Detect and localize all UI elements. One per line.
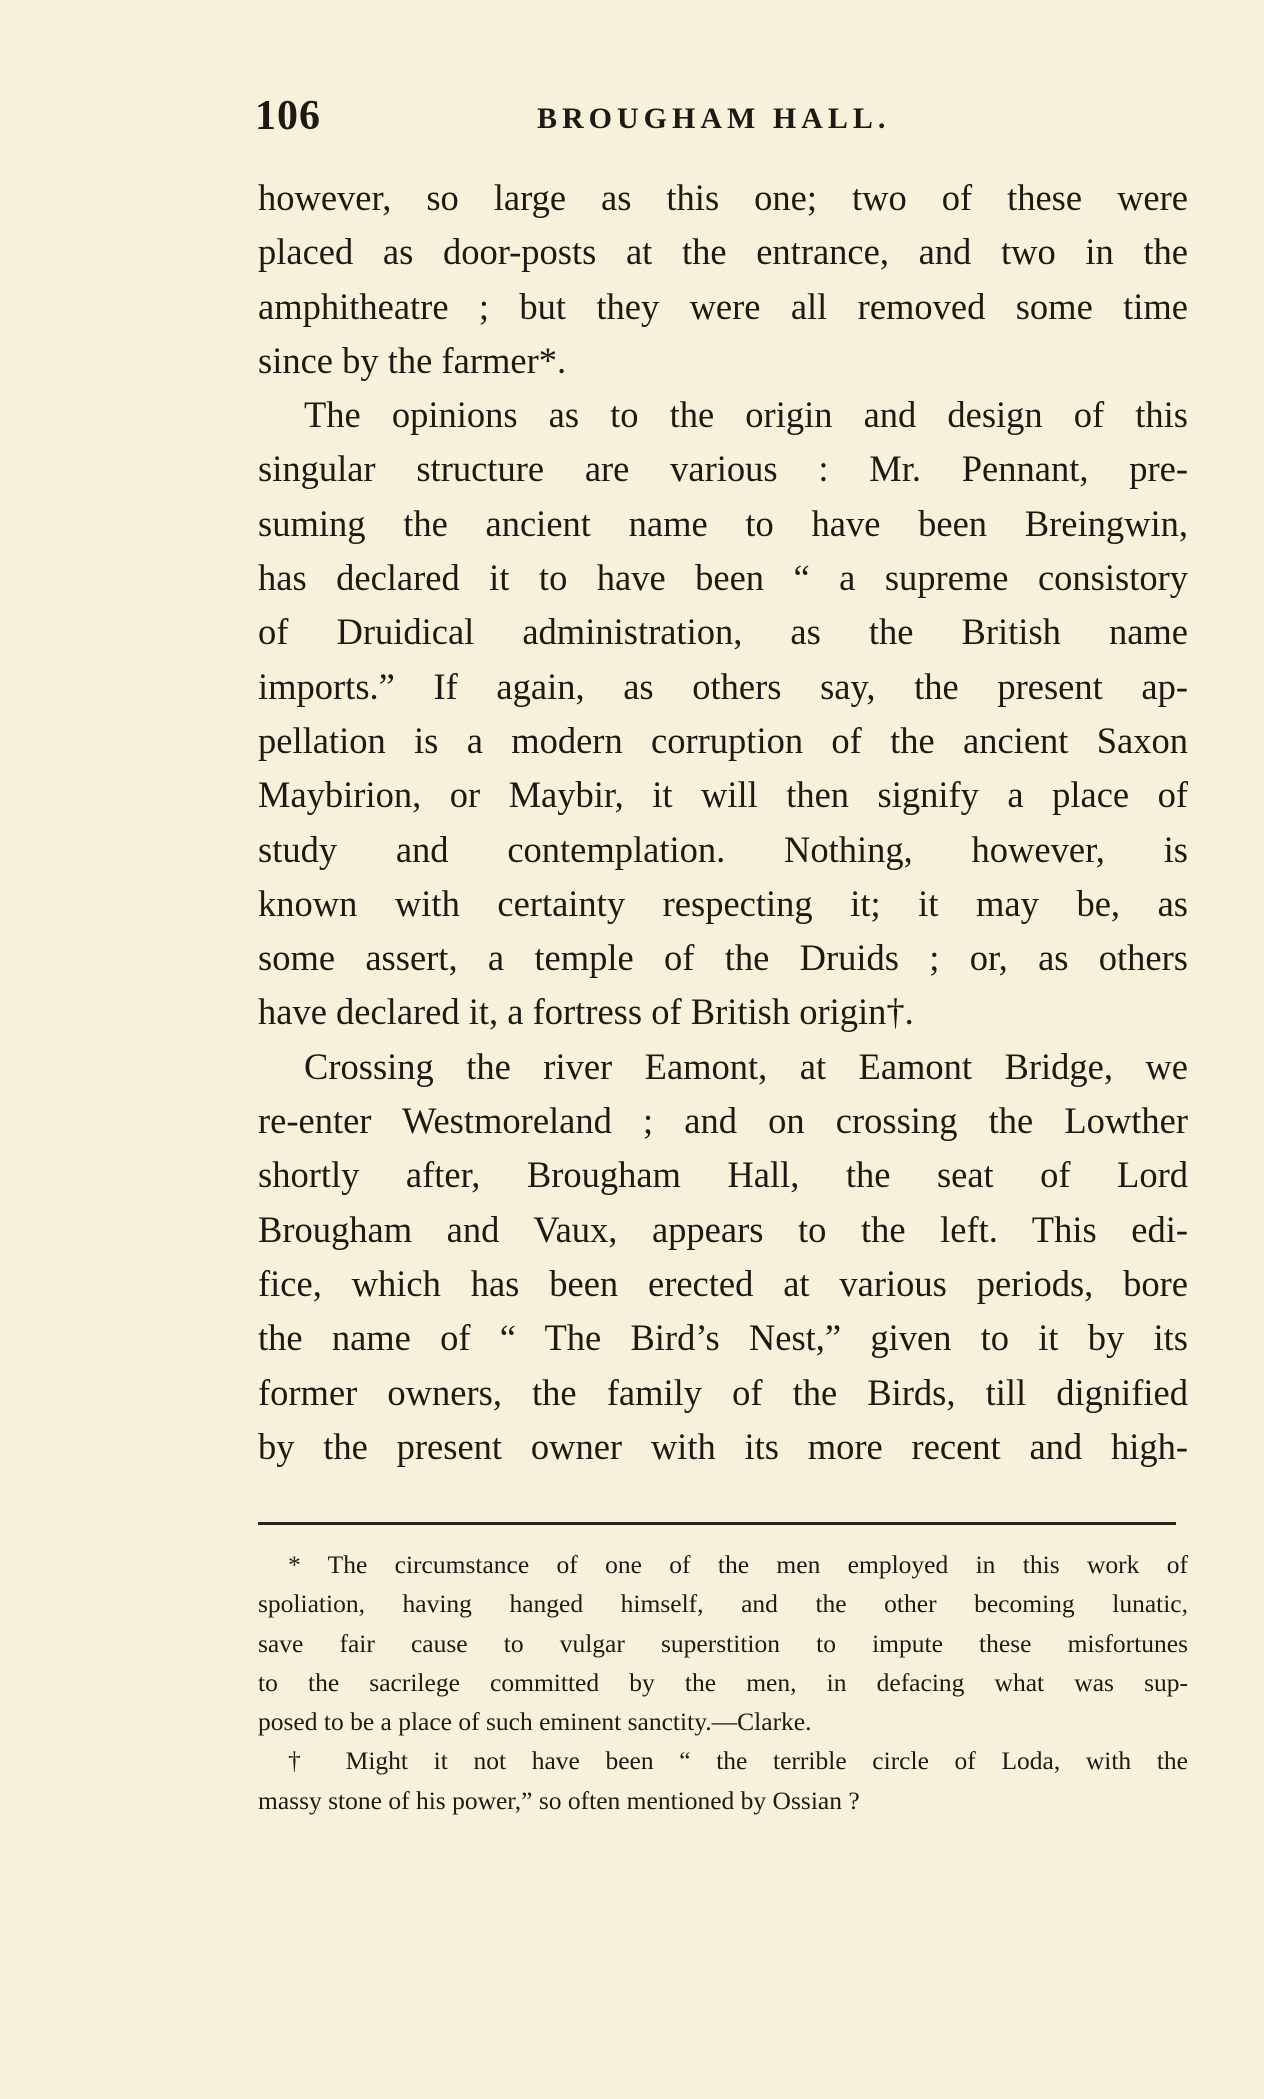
body-line: shortly after, Brougham Hall, the seat of Lord	[258, 1154, 1188, 1196]
body-line: study and contemplation. Nothing, however, is	[258, 828, 1188, 870]
footnote-rule	[258, 1522, 1176, 1525]
page-number: 106	[255, 93, 321, 139]
body-line: have declared it, a fortress of British origin†.	[258, 991, 914, 1033]
body-line: Brougham and Vaux, appears to the left. This edi-	[258, 1208, 1188, 1250]
body-line: known with certainty respecting it; it may be, as	[258, 882, 1188, 924]
body-line: placed as door-posts at the entrance, and two in the	[258, 231, 1188, 273]
footnote-line: * The circumstance of one of the men employed in this work of	[288, 1550, 1188, 1579]
body-line: the name of “ The Bird’s Nest,” given to it by its	[258, 1317, 1188, 1359]
body-line: of Druidical administration, as the British name	[258, 611, 1188, 653]
footnote-line: † Might it not have been “ the terrible circle of Loda, with the	[288, 1746, 1188, 1776]
body-line: since by the farmer*.	[258, 339, 567, 381]
body-line: has declared it to have been “ a supreme consistory	[258, 557, 1188, 599]
footnotes	[258, 1545, 1188, 1820]
footnote-line: posed to be a place of such eminent sanctity.—Clarke.	[258, 1707, 812, 1737]
footnote-line: to the sacrilege committed by the men, in defacing what was sup-	[258, 1667, 1188, 1697]
body-line: Maybirion, or Maybir, it will then signify a place of	[258, 774, 1188, 816]
body-line: amphitheatre ; but they were all removed some time	[258, 285, 1188, 327]
body-line: former owners, the family of the Birds, till dignified	[258, 1371, 1188, 1413]
body-line: by the present owner with its more recent and high-	[258, 1425, 1188, 1467]
body-line: some assert, a temple of the Druids ; or, as others	[258, 937, 1188, 979]
body-line: Crossing the river Eamont, at Eamont Bridge, we	[304, 1045, 1188, 1087]
footnote-line: save fair cause to vulgar superstition to impute these misfortunes	[258, 1628, 1188, 1658]
body-line: re-enter Westmoreland ; and on crossing the Lowther	[258, 1100, 1188, 1142]
body-line: The opinions as to the origin and design of this	[304, 394, 1188, 436]
body-line: fice, which has been erected at various periods, bore	[258, 1262, 1188, 1304]
body-line: suming the ancient name to have been Breingwin,	[258, 502, 1188, 544]
body-line: singular structure are various : Mr. Pennant, pre-	[258, 448, 1188, 490]
running-head: BROUGHAM HALL.	[537, 102, 891, 135]
footnote-line: massy stone of his power,” so often mentioned by Ossian ?	[258, 1785, 860, 1815]
page-header	[255, 92, 1185, 140]
body-line: pellation is a modern corruption of the ancient Saxon	[258, 719, 1188, 761]
footnote-line: spoliation, having hanged himself, and the other becoming lunatic,	[258, 1589, 1188, 1619]
body-text	[258, 171, 1188, 1474]
body-line: however, so large as this one; two of these were	[258, 177, 1188, 218]
body-line: imports.” If again, as others say, the present ap-	[258, 665, 1188, 707]
